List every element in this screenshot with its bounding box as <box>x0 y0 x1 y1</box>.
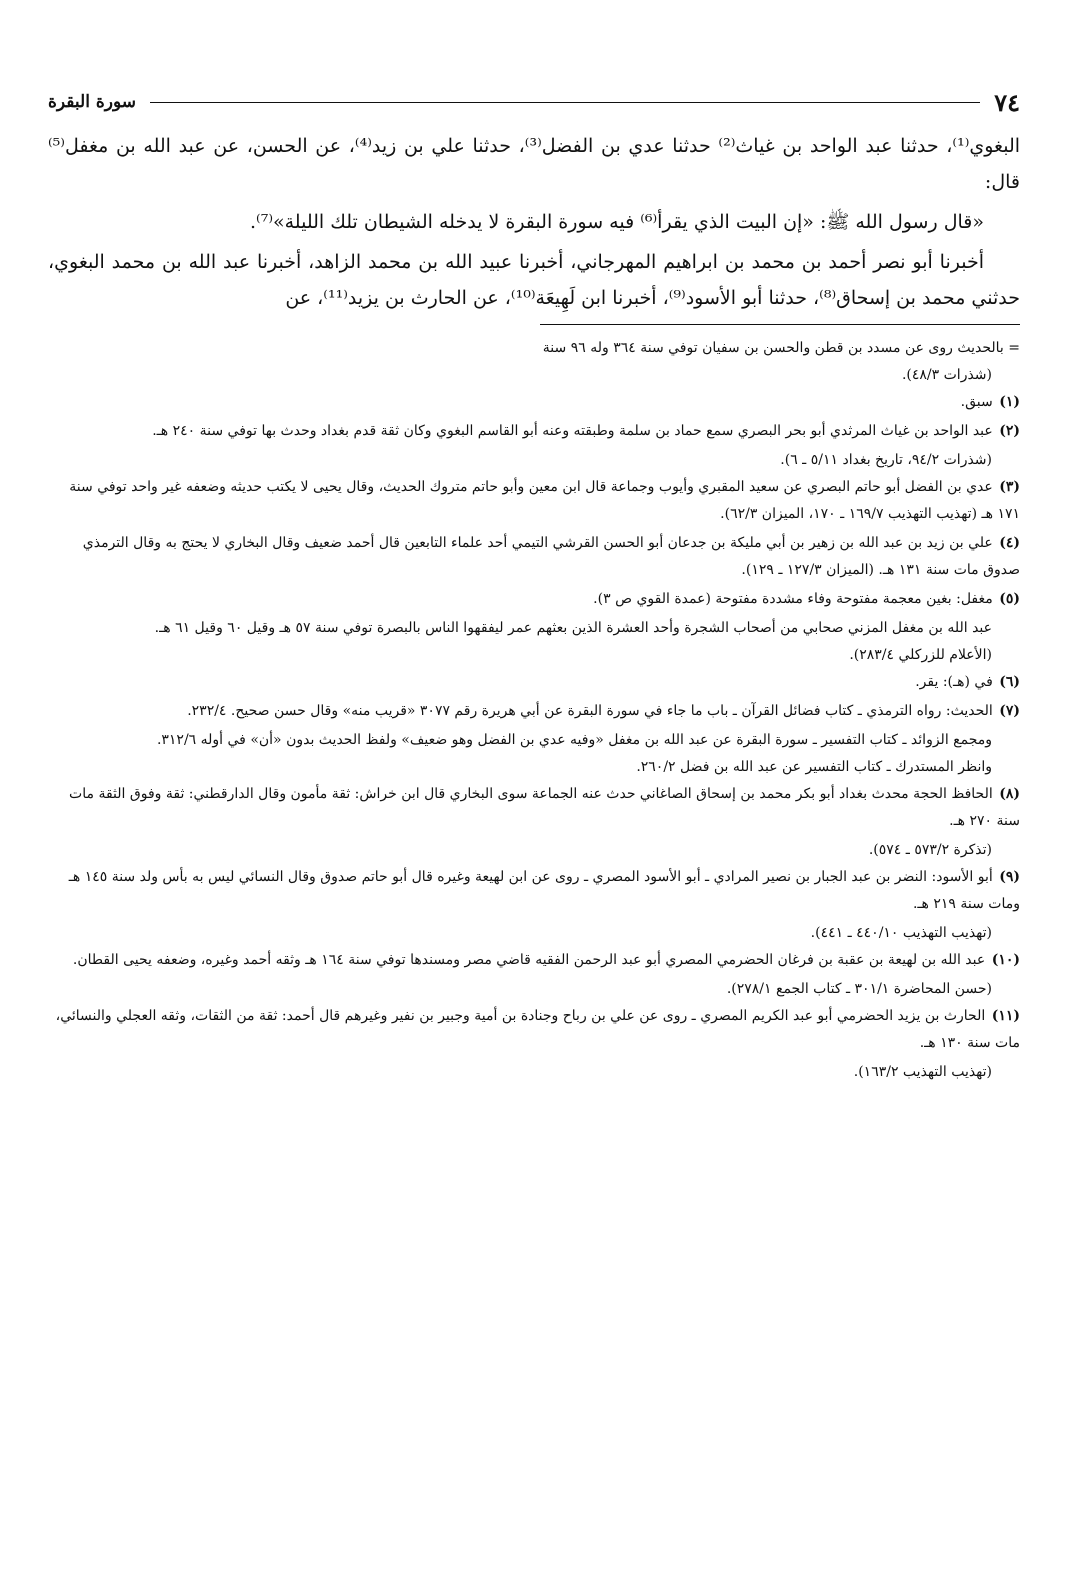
footnote-2 <box>48 418 1020 445</box>
footnote-number: (٩) <box>999 869 1020 885</box>
footnote-reference: (تهذيب التهذيب ٤٤٠/١٠ ـ ٤٤١). <box>810 925 992 941</box>
footnote-number: (٥) <box>999 591 1020 607</box>
footnote-reference: (حسن المحاضرة ٣٠١/١ ـ كتاب الجمع ٢٧٨/١). <box>726 981 992 997</box>
footnote-carry-over-ref: (شذرات ٤٨/٣). <box>901 367 992 383</box>
main-paragraph-1: البغوي⁽¹⁾، حدثنا عبد الواحد بن غياث⁽²⁾ حدثنا عدي بن الفضل⁽³⁾، حدثنا علي بن زيد⁽⁴⁾، عن الحسن، عن عبد الله بن مغفل⁽⁵⁾ قال: <box>48 135 1021 193</box>
footnote-3 <box>48 474 1020 528</box>
footnote-text: مغفل: بغين معجمة مفتوحة وفاء مشددة مفتوحة (عمدة القوي ص ٣). <box>593 591 993 607</box>
footnote-number: (٤) <box>999 535 1020 551</box>
footnote-6 <box>48 669 1020 696</box>
footnote-paragraph: وانظر المستدرك ـ كتاب التفسير عن عبد الله بن فضل ٢٦٠/٢. <box>636 759 992 775</box>
page-number: ٧٤ <box>994 87 1020 117</box>
footnote-separator <box>540 324 1020 325</box>
footnote-reference: (تهذيب التهذيب ١٦٣/٢). <box>853 1064 992 1080</box>
footnote-text: أبو الأسود: النضر بن عبد الجبار بن نصير المرادي ـ أبو الأسود المصري ـ روى عن ابن لهيعة وغيره قال أبو حاتم صدوق وقال النسائي ليس به بأس ولد سنة ١٤٥ هـ ومات سنة ٢١٩ هـ. <box>68 869 1020 912</box>
main-text <box>48 128 1020 316</box>
footnote-number: (٢) <box>999 423 1020 439</box>
footnote-4 <box>48 530 1020 584</box>
running-title: سورة البقرة <box>48 92 136 112</box>
main-paragraph-2: أخبرنا أبو نصر أحمد بن محمد بن ابراهيم المهرجاني، أخبرنا عبيد الله بن محمد الزاهد، أخبرنا عبد الله بن محمد البغوي، حدثني محمد بن إسحاق⁽⁸⁾، حدثنا أبو الأسود⁽⁹⁾، أخبرنا ابن لَهِيعَة⁽¹⁰⁾، عن الحارث بن يزيد⁽¹¹⁾، عن <box>48 251 1020 309</box>
footnote-7 <box>48 698 1020 725</box>
footnote-text: عبد الواحد بن غياث المرثدي أبو بحر البصري سمع حماد بن سلمة وطبقته وعنه أبو القاسم البغوي وكان ثقة قدم بغداد وحدث بها توفي سنة ٢٤٠ هـ. <box>152 423 993 439</box>
footnote-text: عبد الله بن لهيعة بن عقبة بن فرغان الحضرمي المصري أبو عبد الرحمن الفقيه قاضي مصر ومسندها توفي سنة ١٦٤ هـ وثقه أحمد وغيره، وضعفه يحيى القطان. <box>72 952 986 968</box>
hadith-quote: «قال رسول الله ﷺ: «إن البيت الذي يقرأ⁽⁶⁾ فيه سورة البقرة لا يدخله الشيطان تلك الليلة»⁽⁷⁾. <box>249 211 984 233</box>
footnote-text: علي بن زيد بن عبد الله بن زهير بن أبي مليكة بن جدعان أبو الحسن القرشي التيمي أحد علماء التابعين قال أحمد ضعيف وقال البخاري لا يحتج به وقال الترمذي صدوق مات سنة ١٣١ هـ. (الميزان ١٢٧/٣ ـ ١٢٩). <box>82 535 1020 578</box>
footnote-paragraph: عبد الله بن مغفل المزني صحابي من أصحاب الشجرة وأحد العشرة الذين بعثهم عمر ليفقهوا الناس بالبصرة توفي سنة ٥٧ هـ وقيل ٦٠ وقيل ٦١ هـ. <box>154 620 992 636</box>
header-rule <box>150 102 980 103</box>
footnote-text: الحافظ الحجة محدث بغداد أبو بكر محمد بن إسحاق الصاغاني حدث عنه الجماعة سوى البخاري قال ابن خراش: ثقة مأمون وقال الدارقطني: ثقة وفوق الثقة مات سنة ٢٧٠ هـ. <box>69 786 1020 829</box>
footnote-reference: (تذكرة ٥٧٣/٢ ـ ٥٧٤). <box>868 842 992 858</box>
footnote-number: (١٠) <box>991 952 1020 968</box>
footnote-8 <box>48 781 1020 835</box>
footnote-text: عدي بن الفضل أبو حاتم البصري عن سعيد المقبري وأيوب وجماعة قال ابن معين وأبو حاتم متروك الحديث، وقال يحيى لا يكتب حديثه وضعفه غير واحد توفي سنة ١٧١ هـ (تهذيب التهذيب ١٦٩/٧ ـ ١٧٠، الميزان ٦٢/٣). <box>69 479 1020 522</box>
footnote-text: سبق. <box>960 394 993 410</box>
footnote-text: في (هـ): يقر. <box>915 674 993 690</box>
footnote-10 <box>48 947 1020 974</box>
footnote-9 <box>48 864 1020 918</box>
footnote-number: (١١) <box>991 1008 1020 1024</box>
footnote-number: (٧) <box>999 703 1020 719</box>
footnote-5 <box>48 586 1020 613</box>
footnote-text: الحديث: رواه الترمذي ـ كتاب فضائل القرآن ـ باب ما جاء في سورة البقرة عن أبي هريرة رقم ٣٠٧٧ «قريب منه» وقال حسن صحيح. ٢٣٢/٤. <box>187 703 993 719</box>
footnotes <box>48 335 1020 1086</box>
footnote-paragraph: ومجمع الزوائد ـ كتاب التفسير ـ سورة البقرة عن عبد الله بن مغفل «وفيه عدي بن الفضل وهو ضعيف» ولفظ الحديث بدون «أن» في أوله ٣١٢/٦. <box>156 732 992 748</box>
footnote-carry-over: = بالحديث روى عن مسدد بن قطن والحسن بن سفيان توفي سنة ٣٦٤ وله ٩٦ سنة <box>542 340 1020 356</box>
footnote-reference: (الأعلام للزركلي ٢٨٣/٤). <box>849 647 992 663</box>
footnote-number: (١) <box>999 394 1020 410</box>
footnote-number: (٣) <box>999 479 1020 495</box>
footnote-number: (٦) <box>999 674 1020 690</box>
footnote-text: الحارث بن يزيد الحضرمي أبو عبد الكريم المصري ـ روى عن علي بن رباح وجنادة بن أمية وجبير بن نفير وغيرهم قال أحمد: ثقة من الثقات، وثقه العجلي والنسائي، مات سنة ١٣٠ هـ. <box>55 1008 1020 1051</box>
footnote-1 <box>48 389 1020 416</box>
footnote-11 <box>48 1003 1020 1057</box>
footnote-reference: (شذرات ٩٤/٢، تاريخ بغداد ٥/١١ ـ ٦). <box>780 452 992 468</box>
footnote-number: (٨) <box>999 786 1020 802</box>
page-header <box>48 84 1020 120</box>
